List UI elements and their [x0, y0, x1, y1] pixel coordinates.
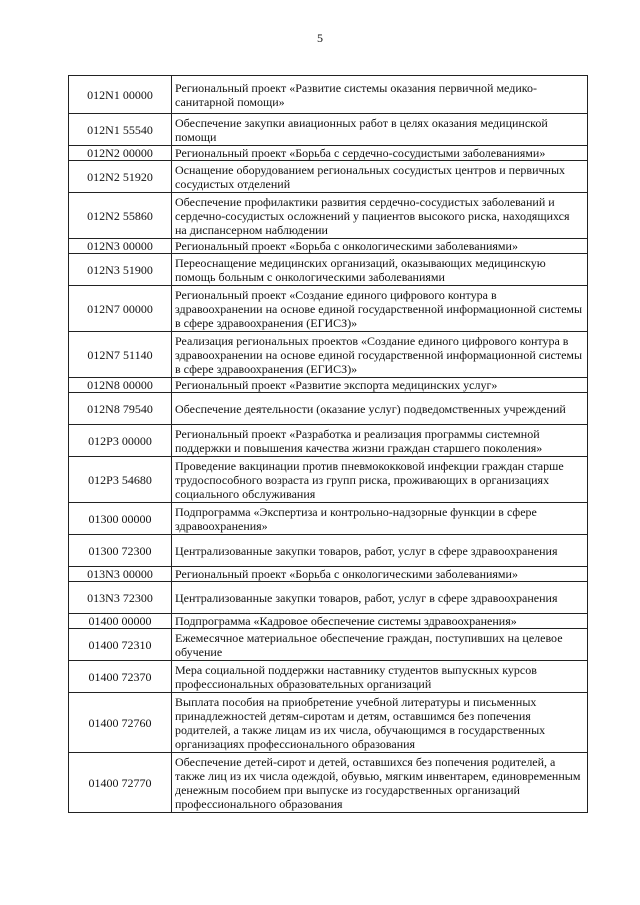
- budget-classification-table: [68, 75, 588, 813]
- code-cell: 012N3 00000: [69, 239, 172, 254]
- table-row: [69, 661, 588, 693]
- code-cell: 01400 72370: [69, 661, 172, 693]
- description-cell: Обеспечение профилактики развития сердечно-сосудистых заболеваний и сердечно-сосудистых осложнений у пациентов высокого риска, находящихся на диспансерном наблюдении: [172, 193, 588, 239]
- description-cell: Проведение вакцинации против пневмококковой инфекции граждан старше трудоспособного возраста из групп риска, проживающих в организациях социального обслуживания: [172, 457, 588, 503]
- table-row: [69, 332, 588, 378]
- description-cell: Региональный проект «Создание единого цифрового контура в здравоохранении на основе единой государственной информационной системы в сфере здравоохранения (ЕГИСЗ)»: [172, 286, 588, 332]
- description-cell: Обеспечение закупки авиационных работ в целях оказания медицинской помощи: [172, 114, 588, 146]
- description-cell: Реализация региональных проектов «Создание единого цифрового контура в здравоохранении на основе единой государственной информационной системы в сфере здравоохранения (ЕГИСЗ)»: [172, 332, 588, 378]
- description-cell: Ежемесячное материальное обеспечение граждан, поступивших на целевое обучение: [172, 629, 588, 661]
- table-row: [69, 567, 588, 582]
- table-row: [69, 146, 588, 161]
- code-cell: 013N3 00000: [69, 567, 172, 582]
- code-cell: 012N7 00000: [69, 286, 172, 332]
- description-cell: Выплата пособия на приобретение учебной литературы и письменных принадлежностей детям-сиротам и детям, оставшимся без попечения родителей, а также лицам из их числа, обучающимся в государственных организациях профессионального образования: [172, 693, 588, 753]
- table-row: [69, 693, 588, 753]
- table-row: [69, 535, 588, 567]
- code-cell: 012N8 00000: [69, 378, 172, 393]
- code-cell: 012N8 79540: [69, 393, 172, 425]
- table-row: [69, 114, 588, 146]
- code-cell: 012P3 54680: [69, 457, 172, 503]
- code-cell: 01400 72310: [69, 629, 172, 661]
- code-cell: 012N3 51900: [69, 254, 172, 286]
- table-row: [69, 425, 588, 457]
- code-cell: 012P3 00000: [69, 425, 172, 457]
- table-row: [69, 614, 588, 629]
- description-cell: Региональный проект «Борьба с онкологическими заболеваниями»: [172, 239, 588, 254]
- table-row: [69, 193, 588, 239]
- code-cell: 012N2 55860: [69, 193, 172, 239]
- table-row: [69, 393, 588, 425]
- table-row: [69, 457, 588, 503]
- code-cell: 01400 72770: [69, 753, 172, 813]
- description-cell: Централизованные закупки товаров, работ, услуг в сфере здравоохранения: [172, 582, 588, 614]
- description-cell: Региональный проект «Разработка и реализация программы системной поддержки и повышения качества жизни граждан старшего поколения»: [172, 425, 588, 457]
- page-number: 5: [317, 31, 323, 45]
- description-cell: Региональный проект «Развитие системы оказания первичной медико-санитарной помощи»: [172, 76, 588, 114]
- code-cell: 01300 00000: [69, 503, 172, 535]
- table-row: [69, 629, 588, 661]
- code-cell: 012N7 51140: [69, 332, 172, 378]
- table-row: [69, 286, 588, 332]
- table-row: [69, 378, 588, 393]
- description-cell: Обеспечение деятельности (оказание услуг) подведомственных учреждений: [172, 393, 588, 425]
- description-cell: Региональный проект «Борьба с онкологическими заболеваниями»: [172, 567, 588, 582]
- code-cell: 012N2 00000: [69, 146, 172, 161]
- code-cell: 012N1 55540: [69, 114, 172, 146]
- code-cell: 012N1 00000: [69, 76, 172, 114]
- description-cell: Подпрограмма «Экспертиза и контрольно-надзорные функции в сфере здравоохранения»: [172, 503, 588, 535]
- table-row: [69, 254, 588, 286]
- code-cell: 01400 72760: [69, 693, 172, 753]
- code-cell: 01300 72300: [69, 535, 172, 567]
- code-cell: 01400 00000: [69, 614, 172, 629]
- description-cell: Региональный проект «Развитие экспорта медицинских услуг»: [172, 378, 588, 393]
- table-row: [69, 753, 588, 813]
- table-row: [69, 582, 588, 614]
- description-cell: Мера социальной поддержки наставнику студентов выпускных курсов профессиональных образовательных организаций: [172, 661, 588, 693]
- table-row: [69, 161, 588, 193]
- description-cell: Подпрограмма «Кадровое обеспечение системы здравоохранения»: [172, 614, 588, 629]
- description-cell: Оснащение оборудованием региональных сосудистых центров и первичных сосудистых отделений: [172, 161, 588, 193]
- table-row: [69, 239, 588, 254]
- description-cell: Переоснащение медицинских организаций, оказывающих медицинскую помощь больным с онкологическими заболеваниями: [172, 254, 588, 286]
- description-cell: Региональный проект «Борьба с сердечно-сосудистыми заболеваниями»: [172, 146, 588, 161]
- description-cell: Централизованные закупки товаров, работ, услуг в сфере здравоохранения: [172, 535, 588, 567]
- code-cell: 013N3 72300: [69, 582, 172, 614]
- code-cell: 012N2 51920: [69, 161, 172, 193]
- table-row: [69, 503, 588, 535]
- table-row: [69, 76, 588, 114]
- description-cell: Обеспечение детей-сирот и детей, оставшихся без попечения родителей, а также лиц из их числа одеждой, обувью, мягким инвентарем, единовременным денежным пособием при выпуске из государственных организаций профессионального образования: [172, 753, 588, 813]
